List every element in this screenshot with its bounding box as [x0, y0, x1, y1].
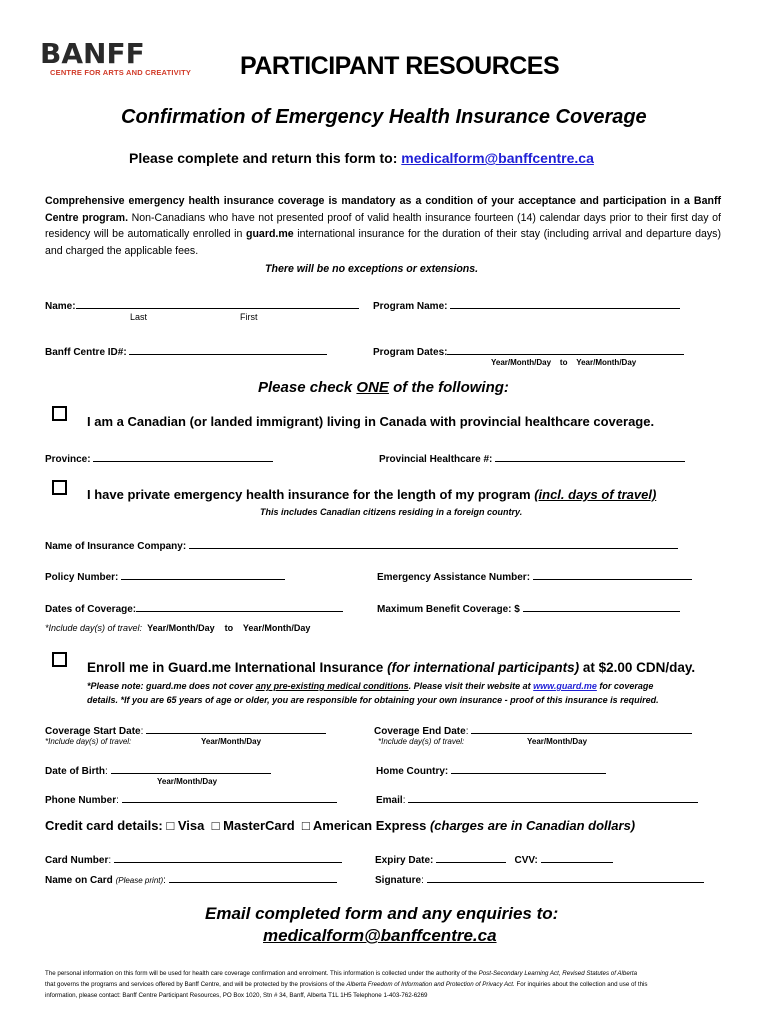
option2-checkbox[interactable]	[52, 480, 67, 495]
intro-text-2: international insurance for the duration of their stay (including arrival and departure days) and charged the applicable fees.	[45, 228, 721, 257]
expiry-label: Expiry Date: CVV:	[375, 851, 613, 866]
intro-guardme: guard.me	[245, 228, 294, 240]
signature-label: Signature:	[375, 871, 704, 886]
intro-text-1: Non-Canadians who have not presented proof of valid health insurance fourteen (14) calendar days prior to their first day of residency will be automatically enrolled in	[45, 211, 721, 240]
phone-field[interactable]	[122, 791, 337, 803]
card-number-field[interactable]	[114, 851, 342, 863]
no-exceptions: There will be no exceptions or extensions.	[265, 263, 479, 275]
phone-label: Phone Number:	[45, 791, 337, 806]
privacy-line-2: that governs the programs and services offered by Banff Centre, and will be protected by the provisions of the Alberta Freedom of Information and Protection of Privacy Act. For inquiries about the collection and use of this	[45, 981, 648, 988]
privacy-line-3: information, please contact: Banff Centre Participant Resources, PO Box 1020, Stn # 34, Banff, Alberta T1L 1H5 Telephone 1-403-762-6269	[45, 992, 428, 999]
healthcare-field[interactable]	[495, 450, 685, 462]
program-dates-field[interactable]	[447, 343, 684, 355]
footer-email-line1: Email completed form and any enquiries to:	[205, 904, 559, 923]
page-title: PARTICIPANT RESOURCES	[240, 52, 560, 80]
dates-coverage-field[interactable]	[136, 600, 343, 612]
start-date-field[interactable]	[146, 722, 326, 734]
end-date-label: Coverage End Date:	[374, 722, 692, 737]
max-benefit-field[interactable]	[523, 600, 680, 612]
credit-line: Credit card details: □ Visa □ MasterCard □ American Express (charges are in Canadian dollars)	[45, 818, 636, 833]
name-label: Name:	[45, 297, 359, 312]
option1-checkbox[interactable]	[52, 406, 67, 421]
return-text: Please complete and return this form to:	[129, 150, 402, 166]
banff-id-label: Banff Centre ID#:	[45, 343, 327, 358]
privacy-line-1: The personal information on this form will be used for health care coverage confirmation and enrolment. This information is collected under the authority of the Post-Secondary Learning Act, Revised Statutes of Alberta	[45, 970, 638, 977]
card-number-label: Card Number:	[45, 851, 342, 866]
email-field[interactable]	[408, 791, 698, 803]
return-line	[129, 150, 594, 166]
name-field[interactable]	[76, 297, 359, 309]
name-on-card-label: Name on Card (Please print):	[45, 871, 337, 886]
option3-label: Enroll me in Guard.me International Insurance (for international participants) at $2.00 CDN/day.	[87, 660, 696, 675]
start-ymd: Year/Month/Day	[201, 737, 262, 746]
privacy-notice	[45, 968, 721, 1001]
amex-checkbox[interactable]: □	[301, 818, 310, 833]
program-dates-label: Program Dates:	[373, 343, 684, 358]
last-label: Last	[130, 312, 148, 322]
end-ymd: Year/Month/Day	[527, 737, 588, 746]
home-country-label: Home Country:	[376, 762, 606, 777]
visa-checkbox[interactable]: □	[166, 818, 175, 833]
name-on-card-field[interactable]	[169, 871, 337, 883]
guardme-link[interactable]: www.guard.me	[533, 681, 597, 691]
expiry-field[interactable]	[436, 851, 506, 863]
cvv-field[interactable]	[541, 851, 613, 863]
max-benefit-label: Maximum Benefit Coverage: $	[377, 600, 680, 615]
intro-paragraph	[45, 193, 721, 259]
form-subtitle: Confirmation of Emergency Health Insurance Coverage	[121, 106, 647, 128]
policy-label: Policy Number:	[45, 568, 285, 583]
policy-field[interactable]	[121, 568, 285, 580]
end-travel-note: *Include day(s) of travel:	[378, 737, 465, 746]
signature-field[interactable]	[427, 871, 704, 883]
program-name-field[interactable]	[450, 297, 680, 309]
company-label: Name of Insurance Company:	[45, 537, 678, 552]
check-heading: Please check ONE of the following:	[258, 379, 509, 396]
dob-label: Date of Birth:	[45, 762, 271, 777]
option3-note1: *Please note: guard.me does not cover any pre-existing medical conditions. Please visit their website at www.guard.me for coverage	[87, 681, 654, 691]
province-label: Province:	[45, 450, 273, 465]
emergency-label: Emergency Assistance Number:	[377, 568, 692, 583]
intro-bold: Comprehensive emergency health insurance coverage is mandatory as a condition of your acceptance and participation in a Banff Centre program.	[45, 195, 721, 224]
email-label: Email:	[376, 791, 698, 806]
emergency-field[interactable]	[533, 568, 692, 580]
footer-email-link[interactable]: medicalform@banffcentre.ca	[263, 926, 497, 945]
dob-ymd: Year/Month/Day	[157, 777, 218, 786]
option3-note2: details. *If you are 65 years of age or older, you are responsible for obtaining your own insurance - proof of this insurance is required.	[87, 695, 659, 705]
option2-label: I have private emergency health insurance for the length of my program (incl. days of travel)	[87, 487, 657, 502]
end-date-field[interactable]	[471, 722, 692, 734]
option2-travel-note: *Include day(s) of travel: Year/Month/Day to Year/Month/Day	[45, 623, 311, 633]
dob-field[interactable]	[111, 762, 271, 774]
logo-subtitle: CENTRE FOR ARTS AND CREATIVITY	[50, 68, 192, 77]
option2-note: This includes Canadian citizens residing in a foreign country.	[260, 507, 523, 517]
option3-checkbox[interactable]	[52, 652, 67, 667]
return-email-link[interactable]: medicalform@banffcentre.ca	[401, 150, 594, 166]
mastercard-checkbox[interactable]: □	[211, 818, 220, 833]
start-date-label: Coverage Start Date:	[45, 722, 326, 737]
banff-id-field[interactable]	[129, 343, 327, 355]
option1-label: I am a Canadian (or landed immigrant) living in Canada with provincial healthcare coverage.	[87, 414, 655, 429]
start-travel-note: *Include day(s) of travel:	[45, 737, 132, 746]
healthcare-label: Provincial Healthcare #:	[379, 450, 685, 465]
program-name-label: Program Name:	[373, 297, 680, 312]
program-dates-format: Year/Month/Day to Year/Month/Day	[491, 358, 637, 367]
dates-coverage-label: Dates of Coverage:	[45, 600, 343, 615]
company-field[interactable]	[189, 537, 678, 549]
first-label: First	[240, 312, 258, 322]
logo-banff: BANFF	[40, 37, 145, 70]
home-country-field[interactable]	[451, 762, 606, 774]
province-field[interactable]	[93, 450, 273, 462]
